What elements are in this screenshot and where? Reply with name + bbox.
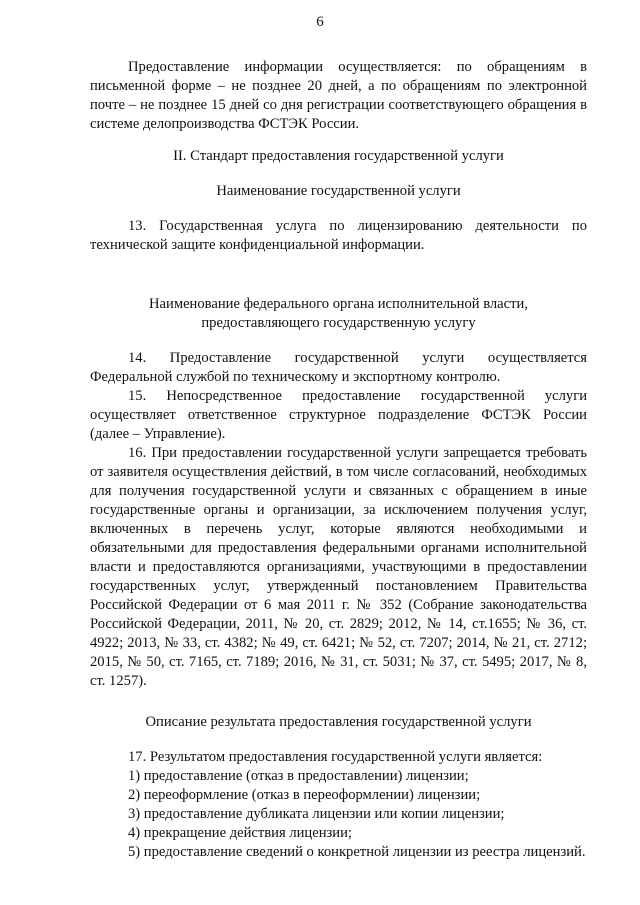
paragraph-17: 17. Результатом предоставления государственной услуги является: (128, 749, 543, 765)
paragraph-13: 13. Государственная услуга по лицензированию деятельности по технической защите конфиденциальной информации. (90, 218, 587, 253)
heading-result: Описание результата предоставления государственной услуги (145, 714, 532, 730)
document-body (90, 58, 587, 862)
result-item-4: 4) прекращение действия лицензии; (128, 825, 352, 841)
result-item-1: 1) предоставление (отказ в предоставлении) лицензии; (128, 768, 469, 784)
paragraph-15: 15. Непосредственное предоставление государственной услуги осуществляет ответственное структурное подразделение ФСТЭК России (далее – Управление). (90, 388, 587, 442)
result-item-2: 2) переоформление (отказ в переоформлении) лицензии; (128, 787, 481, 803)
result-item-5: 5) предоставление сведений о конкретной лицензии из реестра лицензий. (128, 844, 586, 860)
page-number: 6 (316, 14, 324, 30)
heading-authority-line2: предоставляющего государственную услугу (201, 315, 476, 331)
section-title: II. Стандарт предоставления государственной услуги (173, 148, 504, 164)
paragraph-16: 16. При предоставлении государственной услуги запрещается требовать от заявителя осуществления действий, в том числе согласований, необходимых для получения государственной услуги и связанных с обращением в иные государственные органы и организации, за исключением получения услуг, включенных в перечень услуг, которые являются необходимыми и обязательными для предоставления федеральными органами исполнительной власти и предоставляются организациями, участвующими в предоставлении государственных услуг, утвержденный постановлением Правительства Российской Федерации от 6 мая 2011 г. № 352 (Собрание законодательства Российской Федерации, 2011, № 20, ст. 2829; 2012, № 14, ст.1655; № 36, ст. 4922; 2013, № 33, ст. 4382; № 49, ст. 6421; № 52, ст. 7207; 2014, № 21, ст. 2712; 2015, № 50, ст. 7165, ст. 7189; 2016, № 31, ст. 5031; № 37, ст. 5495; 2017, № 8, ст. 1257). (90, 445, 587, 689)
heading-authority-line1: Наименование федерального органа исполнительной власти, (149, 296, 528, 312)
heading-service-name: Наименование государственной услуги (216, 183, 461, 199)
paragraph-14: 14. Предоставление государственной услуги осуществляется Федеральной службой по техническому и экспортному контролю. (90, 350, 587, 385)
result-item-3: 3) предоставление дубликата лицензии или копии лицензии; (128, 806, 505, 822)
intro-paragraph: Предоставление информации осуществляется: по обращениям в письменной форме – не позднее 20 дней, а по обращениям по электронной почте – не позднее 15 дней со дня регистрации соответствующего обращения в системе делопроизводства ФСТЭК России. (90, 59, 587, 132)
